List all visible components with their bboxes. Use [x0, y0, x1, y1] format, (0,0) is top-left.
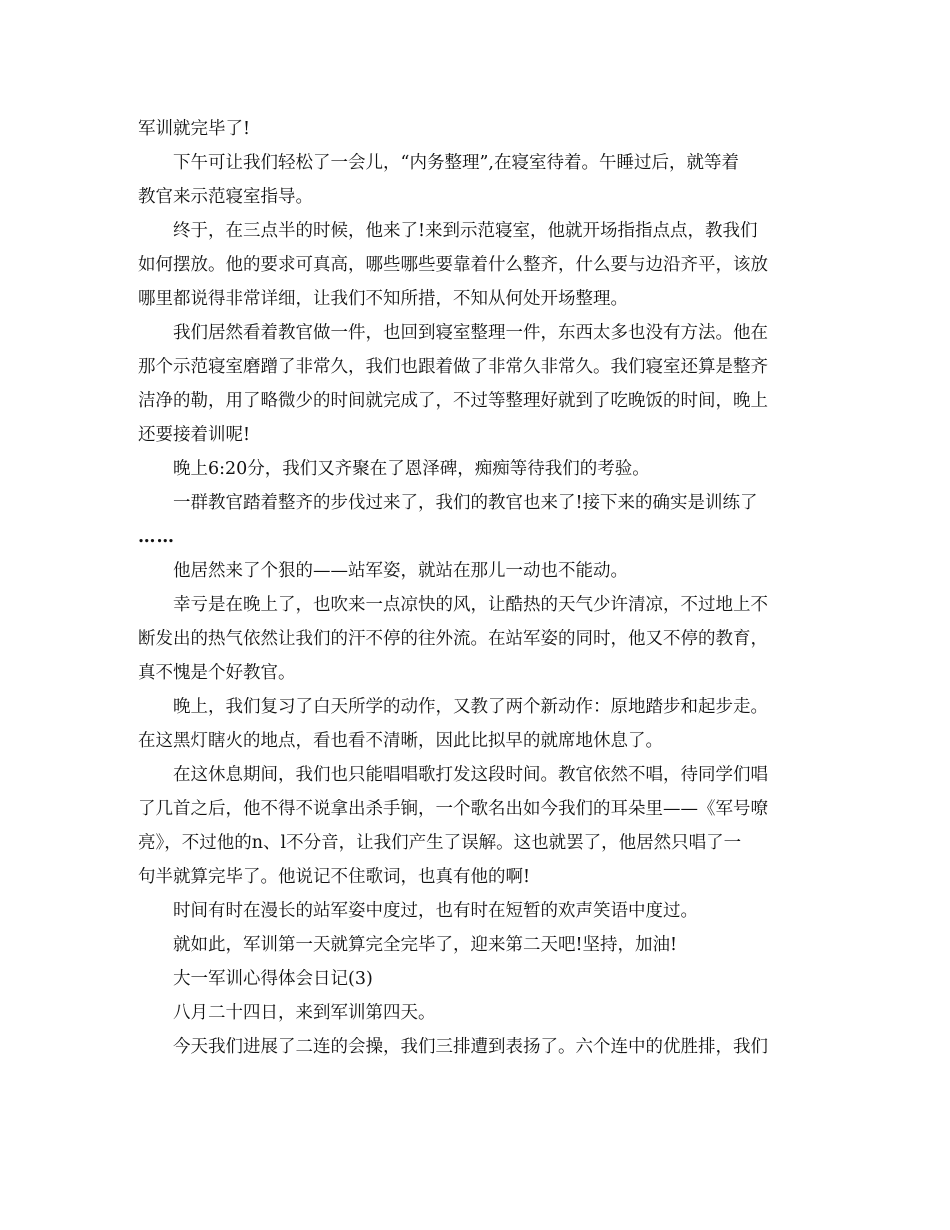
paragraph-start-line: 晚上6:20分，我们又齐聚在了恩泽碑，痴痴等待我们的考验。: [173, 459, 650, 479]
text-line: 了几首之后，他不得不说拿出杀手锏，一个歌名出如今我们的耳朵里——《军号嘹: [138, 799, 768, 819]
text-line: 在这黑灯瞎火的地点，看也看不清晰，因此比拟早的就席地休息了。: [138, 731, 663, 751]
ellipsis-line: ……: [138, 527, 175, 547]
paragraph-start-line: 八月二十四日，来到军训第四天。: [173, 1003, 436, 1023]
document-body: [138, 112, 828, 1064]
paragraph-start-line: 时间有时在漫长的站军姿中度过，也有时在短暂的欢声笑语中度过。: [173, 901, 698, 921]
section-heading: 大一军训心得体会日记(3): [173, 969, 373, 989]
text-line: 洁净的勒，用了略微少的时间就完成了，不过等整理好就到了吃晚饭的时间，晚上: [138, 391, 768, 411]
text-line: 如何摆放。他的要求可真高，哪些哪些要靠着什么整齐，什么要与边沿齐平，该放: [138, 255, 768, 275]
paragraph-start-line: 他居然来了个狠的——站军姿，就站在那儿一动也不能动。: [173, 561, 628, 581]
text-line: 那个示范寝室磨蹭了非常久，我们也跟着做了非常久非常久。我们寝室还算是整齐: [138, 357, 768, 377]
paragraph-start-line: 我们居然看着教官做一件，也回到寝室整理一件，东西太多也没有方法。他在: [173, 323, 768, 343]
paragraph-start-line: 下午可让我们轻松了一会儿，“内务整理”,在寝室待着。午睡过后，就等着: [173, 153, 739, 173]
text-line: 句半就算完毕了。他说记不住歌词，也真有他的啊!: [138, 867, 531, 887]
text-line: 哪里都说得非常详细，让我们不知所措，不知从何处开场整理。: [138, 289, 628, 309]
paragraph-start-line: 一群教官踏着整齐的步伐过来了，我们的教官也来了!接下来的确实是训练了: [173, 493, 758, 513]
paragraph-start-line: 晚上，我们复习了白天所学的动作，又教了两个新动作：原地踏步和起步走。: [173, 697, 768, 717]
paragraph-start-line: 今天我们进展了二连的会操，我们三排遭到表扬了。六个连中的优胜排，我们: [173, 1037, 768, 1057]
text-line: 教官来示范寝室指导。: [138, 187, 313, 207]
paragraph-start-line: 就如此，军训第一天就算完全完毕了，迎来第二天吧!坚持，加油!: [173, 935, 678, 955]
text-line: 亮》，不过他的n、l不分音，让我们产生了误解。这也就罢了，他居然只唱了一: [138, 833, 742, 853]
text-line: 还要接着训呢!: [138, 425, 251, 445]
paragraph-start-line: 在这休息期间，我们也只能唱唱歌打发这段时间。教官依然不唱，待同学们唱: [173, 765, 768, 785]
paragraph-start-line: 幸亏是在晚上了，也吹来一点凉快的风，让酷热的天气少许清凉，不过地上不: [173, 595, 768, 615]
text-line: 真不愧是个好教官。: [138, 663, 296, 683]
text-line: 断发出的热气依然让我们的汗不停的往外流。在站军姿的同时，他又不停的教育，: [138, 629, 768, 649]
paragraph-start-line: 终于，在三点半的时候，他来了!来到示范寝室，他就开场指指点点，教我们: [173, 221, 758, 241]
text-line: 军训就完毕了!: [138, 119, 251, 139]
